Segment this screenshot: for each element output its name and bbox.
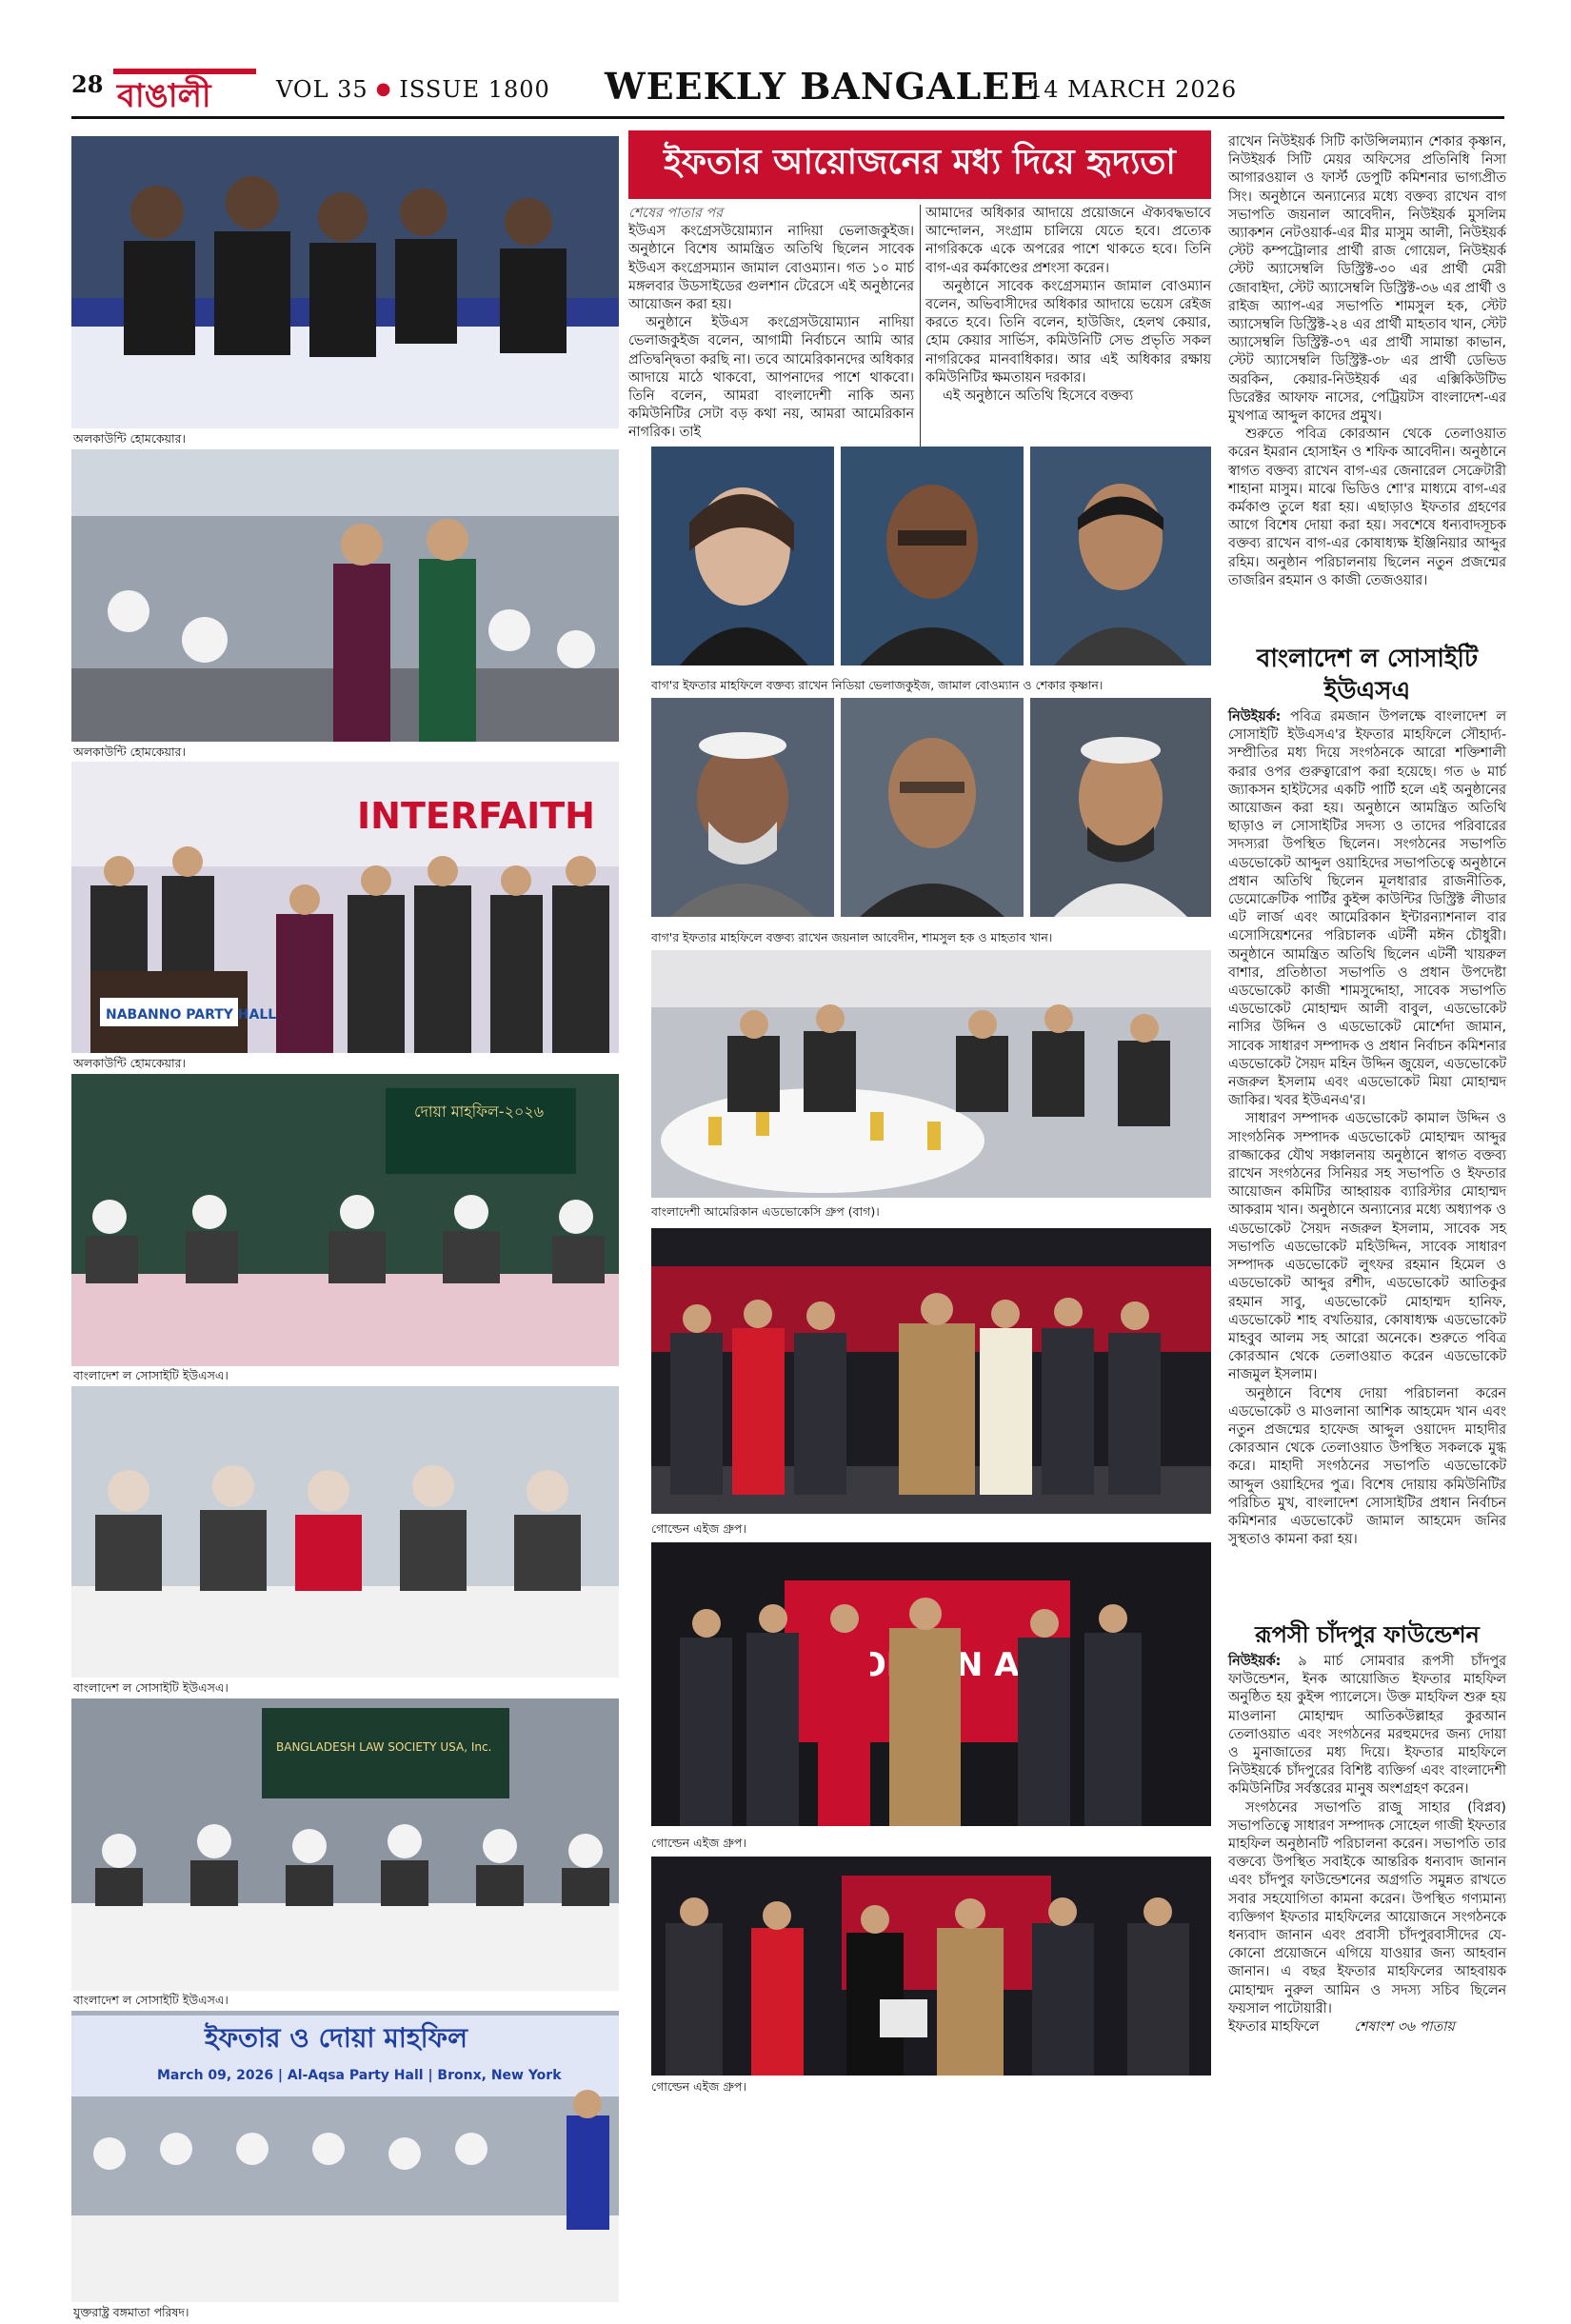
continued-on: শেষাংশ ৩৬ পাতায় <box>1354 2019 1455 2036</box>
photo-law-society-3 <box>71 1698 619 1991</box>
article-paragraph: সাধারণ সম্পাদক এডভোকেট কামাল উদ্দিন ও সাংগঠনিক সম্পাদক এডভোকেট মোহাম্মদ আব্দুর রাজ্জাকের যৌথ সঞ্চালনায় অনুষ্ঠানে স্বাগত বক্তব্য রাখেন সংগঠনের সিনিয়র সহ সভাপতি ও ইফতার আয়োজন কমিটির আহ্বায়ক ব্যারিস্টার মোহাম্মদ আকরাম খান। অনুষ্ঠানে অন্যান্যের মধ্যে অধ্যাপক ও এডভোকেট সৈয়দ নজরুল ইসলাম, সাবেক সহ সভাপতি এডভোকেট মহিউদ্দিন, সাবেক সাধারণ সম্পাদক এডভোকেট লুৎফর রহমান হিমেল ও এডভোকেট আব্দুর রশীদ, এডভোকেট আতিকুর রহমান সাবু, এডভোকেট মোহাম্মদ হানিফ, এডভোকেট শাহ বখতিয়ার, কোষাধ্যক্ষ এডভোকেট মাহবুব আলম সহ আরো অনেকে। শুরুতে পবিত্র কোরআন থেকে তেলাওয়াত করেন এডভোকেট নাজমুল ইসলাম। <box>1228 1111 1506 1383</box>
photo-speaker-krishnan <box>1030 447 1211 665</box>
photo-speaker-bowman <box>841 447 1024 665</box>
article-paragraph: এই অনুষ্ঠানে অতিথি হিসেবে বক্তব্য <box>943 388 1134 405</box>
rupashi-chandpur-heading: রূপসী চাঁদপুর ফাউন্ডেশন <box>1255 1621 1480 1648</box>
header-rule <box>71 116 1504 119</box>
photo-speaker-mahtab-khan <box>1030 698 1211 917</box>
banner-text: INTERFAITH <box>357 795 595 837</box>
law-society-heading: বাংলাদেশ ল সোসাইটি ইউএসএ <box>1256 645 1479 705</box>
photo-caption: অলকাউন্টি হোমকেয়ার। <box>73 1056 186 1070</box>
article-paragraph: ৯ মার্চ সোমবার রূপসী চাঁদপুর ফাউন্ডেশন, ইনক আয়োজিত ইফতার মাহফিল অনুষ্ঠিত হয় কুইন্স প্যালেসে। উক্ত মাহফিল শুরু হয় মাওলানা মোহাম্মদ আতিকউল্লাহর কুরআন তেলাওয়াত এবং সংগঠনের মরহুমদের জন্য দোয়া ও মুনাজাতের মধ্য দিয়ে। ইফতার মাহফিলে নিউইয়র্কে চাঁদপুরের বিশিষ্ট ব্যক্তির্গ এবং বাংলাদেশী কমিউনিটির সর্বস্তরের মানুষ অংশগ্রহণ করেন। <box>1228 1654 1506 1798</box>
article-paragraph: ইউএস কংগ্রেসউয়োম্যান নাদিয়া ভেলাজকুইজ। অনুষ্ঠানে বিশেষ আমন্ত্রিত অতিথি ছিলেন সাবেক ইউএস কংগ্রেসম্যান জামাল বোওম্যান। গত ১০ মার্চ মঙ্গলবার উডসাইডের গুলশান টেরেসে এই অনুষ্ঠানের আয়োজন করা হয়। <box>628 224 914 313</box>
rupashi-column <box>1228 1653 1506 2100</box>
law-society-column <box>1228 708 1506 1665</box>
photo-caption: অলকাউন্টি হোমকেয়ার। <box>73 745 186 759</box>
article-paragraph: অনুষ্ঠানে সাবেক কংগ্রেসম্যান জামাল বোওম্যান বলেন, অভিবাসীদের অধিকার আদায়ে ভয়েস রেইজ করতে হবে। তিনি বলেন, হাউজিং, হেলথ কেয়ার, হোম কেয়ার সার্ভিস, কমিউনিটি সেভ প্রভৃতি সকল নাগরিকের মানবাধিকার। আর এই অধিকার রক্ষায় কমিউনিটির ক্ষমতায়ন দরকার। <box>925 278 1211 386</box>
publication-name: WEEKLY BANGALEE <box>605 65 1040 108</box>
photo-caption: বাংলাদেশ ল সোসাইটি ইউএসএ। <box>73 1993 229 2007</box>
logo-text: বাঙালী <box>117 77 211 115</box>
photo-law-society-2 <box>71 1386 619 1678</box>
continued-from: শেষের পাতার পর <box>628 206 723 221</box>
photo-caption: বাংলাদেশ ল সোসাইটি ইউএসএ। <box>73 1680 229 1695</box>
banner-text: দোয়া মাহফিল-২০২৬ <box>414 1102 545 1121</box>
article-paragraph: পবিত্র রমজান উপলক্ষে বাংলাদেশ ল সোসাইটি ইউএসএ'র ইফতার মাহফিলে সৌহার্দ্য-সম্প্রীতির মধ্য দিয়ে সংগঠনকে আরো শক্তিশালী করার ওপর গুরুত্বারোপ করা হয়েছে। গত ৬ মার্চ জ্যাকসন হাইটসের একটি পার্টি হলে এই অনুষ্ঠানের আয়োজন করা হয়। অনুষ্ঠানে আমন্ত্রিত অতিথি ছাড়াও ল সোসাইটির সদস্য ও তাদের পরিবারের সদস্যরা উপস্থিত ছিলেন। সংগঠনের সভাপতি এডভোকেট আব্দুল ওয়াহিদের সভাপতিত্বে অনুষ্ঠানে প্রধান অতিথি ছিলেন মূলধারার রাজনীতিক, ডেমোক্রেটিক পার্টির কুইন্স কাউন্টির ডিস্ট্রিক্ট লীডার এট লার্জ এবং আমেরিকান ইন্টারন্যাশনাল বার এসোসিয়েশনের পরিচালক এটর্নী মঈন চৌধুরী। অনুষ্ঠানে আমন্ত্রিত অতিথি ছিলেন এটর্নী খায়রুল বাশার, প্রতিষ্ঠাতা সভাপতি ও প্রধান উপদেষ্টা এডভোকেট কাজী শামসুদ্দোহা, সাবেক সভাপতি এডভোকেট মোহাম্মদ আলী বাবুল, এডভোকেট নাসির উদ্দিন ও এডভোকেট মোর্শেদা জামান, সাবেক সাধারণ সম্পাদক ও প্রধান নির্বাচন কমিশনার এডভোকেট সৈয়দ মহিন উদ্দিন জুয়েল, এডভোকেট নজরুল ইসলাম এবং এডভোকেট মিয়া মোহাম্মদ জাকির। খবর ইউএনএ'র। <box>1228 709 1507 1109</box>
page-header <box>71 65 1504 114</box>
photo-homecare-stage <box>71 762 619 1053</box>
dateline: নিউইয়র্ক: <box>1228 709 1282 725</box>
issue-date: 14 MARCH 2026 <box>1028 76 1238 103</box>
sign-text: NABANNO PARTY HALL <box>106 1007 277 1023</box>
article-last-line: ইফতার মাহফিলে <box>1228 2019 1320 2036</box>
photo-golden-age-3 <box>651 1857 1211 2076</box>
photo-law-society-1 <box>71 1074 619 1366</box>
issue-info: VOL 35 ● ISSUE 1800 <box>276 76 550 103</box>
issue-number: ISSUE 1800 <box>399 76 550 103</box>
photo-bag-event-hall <box>651 950 1211 1198</box>
volume: VOL 35 <box>276 76 368 103</box>
article-column-3 <box>1228 133 1506 640</box>
banner-title: ইফতার ও দোয়া মাহফিল <box>205 2022 467 2054</box>
photo-homecare-hall <box>71 449 619 742</box>
photo-bangamata-parishad <box>71 2011 619 2302</box>
photo-caption: গোল্ডেন এইজ গ্রুপ। <box>651 1836 746 1850</box>
article-paragraph: অনুষ্ঠানে ইউএস কংগ্রেসউয়োম্যান নাদিয়া ভেলাজকুইজ বলেন, আগামী নির্বাচনে আমি আর প্রতিদ্বন্দ্বিতা করছি না। তবে আমেরিকানদের অধিকার আদায়ে মাঠে থাকবো, আপনাদের পাশে থাকবো। তিনি বলেন, আমরা বাংলাদেশী নাকি অন্য কমিউনিটির সেটা বড় কথা নয়, আমরা আমেরিকান নাগরিক। তাই <box>628 315 914 441</box>
photo-caption: বাগ'র ইফতার মাহফিলে বক্তব্য রাখেন জয়নাল আবেদীন, শামসুল হক ও মাহতাব খান। <box>651 930 1053 944</box>
masthead-logo <box>113 65 294 115</box>
article-paragraph: রাখেন নিউইয়র্ক সিটি কাউন্সিলম্যান শেকার কৃষ্ণান, নিউইয়র্ক সিটি মেয়র অফিসের প্রতিনিধি নিসা আগারওয়াল ও ফার্স্ট ডেপুটি কমিশনার ভাগ্যপ্রীত সিং। অনুষ্ঠানে অন্যান্যের মধ্যে বক্তব্য রাখেন বাগ সভাপতি জয়নাল আবেদীন, নিউইয়র্ক মুসলিম অ্যাকশন নেটওয়ার্ক-এর মীর মাসুম আলী, নিউইয়র্ক স্টেট কম্পট্রোলার প্রার্থী রাজ গোয়েল, নিউইয়র্ক স্টেট অ্যাসেম্বলি ডিস্ট্রিক্ট-৩০ এর প্রার্থী মেরী জোবাইদা, স্টেট অ্যাসেম্বলি ডিস্ট্রিক্ট-৩৬ এর প্রার্থী ও রাইজ অ্যাপ-এর সভাপতি শামসুল হক, স্টেট অ্যাসেম্বলি ডিস্ট্রিক্ট-২৪ এর প্রার্থী মাহতাব খান, স্টেট অ্যাসেম্বলি ডিস্ট্রিক্ট-৩৭ এর প্রার্থী সামান্তা কাভান, স্টেট অ্যাসেম্বলি ডিস্ট্রিক্ট-৩৮ এর প্রার্থী ডেভিড অরকিন, কেয়ার-নিউইয়র্ক এর এক্সিকিউটিভ ডিরেক্টর আফাফ নাসের, পেট্রিয়টস বাংলাদেশ-এর মুখপাত্র আব্দুল কাদের প্রমুখ। <box>1228 134 1506 425</box>
article-paragraph: শুরুতে পবিত্র কোরআন থেকে তেলাওয়াত করেন ইমরান হোসাইন ও শফিক আবেদীন। অনুষ্ঠানে স্বাগত বক্তব্য রাখেন বাগ-এর জেনারেল সেক্রেটারী শাহানা মাসুম। মাঝে ভিডিও শো'র মাধ্যমে বাগ-এর কর্মকাণ্ড তুলে ধরা হয়। এছাড়াও ইফতার গ্রহণের আগে বিশেষ দোয়া করা হয়। সবশেষে ধন্যবাদসূচক বক্তব্য রাখেন বাগ-এর কোষাধ্যক্ষ ইঞ্জিনিয়ার আব্দুর রহিম। অনুষ্ঠান পরিচালনায় ছিলেন নতুন প্রজন্মের তাজরিন রহমান ও কাজী তেজওয়ার। <box>1228 427 1506 588</box>
photo-homecare-prayer <box>71 136 619 428</box>
banner-subtitle: March 09, 2026 | Al-Aqsa Party Hall | Bronx, New York <box>157 2068 562 2083</box>
photo-caption: যুক্তরাষ্ট্র বঙ্গমাতা পরিষদ। <box>73 2305 189 2319</box>
photo-golden-age-2 <box>651 1542 1211 1826</box>
page-number: 28 <box>71 70 104 98</box>
photo-caption: বাগ'র ইফতার মাহফিলে বক্তব্য রাখেন নিডিয়া ভেলাজকুইজ, জামাল বোওম্যান ও শেকার কৃষ্ণান। <box>651 678 1104 692</box>
banner-text: BANGLADESH LAW SOCIETY USA, Inc. <box>276 1740 492 1754</box>
photo-speaker-abedin <box>651 698 834 917</box>
article-paragraph: সংগঠনের সভাপতি রাজু সাহার (বিপ্লব) সভাপতিত্বে সাধারণ সম্পাদক সোহেল গাজী ইফতার মাহফিল অনুষ্ঠানটি পরিচালনা করেন। সভাপতি তার বক্তব্যে উপস্থিত সবাইকে আন্তরিক ধন্যবাদ জানান এবং চাঁদপুর ফাউন্ডেশনের অগ্রগতি সমুন্নত রাখতে সবার সহযোগিতা কামনা করেন। উপস্থিত গণ্যমান্য ব্যক্তিগণ ইফতার মাহফিলের আয়োজনে সংগঠনকে ধন্যবাদ জানান এবং প্রবাসী চাঁদপুরবাসীদের যে-কোনো প্রয়োজনে এগিয়ে যাওয়ার জন্য আহবান জানান। এ বছর ইফতার মাহফিলের আহবায়ক মোহাম্মদ নুরুল আমিন ও সদস্য সচিব ছিলেন ফয়সাল পাটোয়ারী। <box>1228 1799 1506 2016</box>
article-paragraph: আমাদের অধিকার আদায়ে প্রয়োজনে ঐক্যবদ্ধভাবে আন্দোলন, সংগ্রাম চালিয়ে যেতে হবে। প্রত্যেক নাগরিককে একে অপরের পাশে থাকতে হবে। তিনি বাগ-এর কর্মকাণ্ডের প্রশংসা করেন। <box>925 206 1211 276</box>
article-headline: ইফতার আয়োজনের মধ্য দিয়ে হৃদ্যতা <box>628 130 1211 199</box>
photo-caption: বাংলাদেশ ল সোসাইটি ইউএসএ। <box>73 1368 229 1382</box>
photo-golden-age-1 <box>651 1228 1211 1514</box>
photo-speaker-shamsul-haque <box>841 698 1024 917</box>
photo-caption: অলকাউন্টি হোমকেয়ার। <box>73 431 186 446</box>
photo-speaker-velazquez <box>651 447 834 665</box>
photo-caption: গোল্ডেন এইজ গ্রুপ। <box>651 1521 746 1536</box>
article-paragraph: অনুষ্ঠানে বিশেষ দোয়া পরিচালনা করেন এডভোকেট ও মাওলানা আশিক আহমেদ খান এবং নতুন প্রজন্মের হাফেজ আব্দুল ওয়াদেদ মাহাদীর কোরআন থেকে তেলাওয়াত উপস্থিত সকলকে মুগ্ধ করে। মাহাদী সংগঠনের সভাপতি এডভোকেট আব্দুল ওয়াহিদের পুত্র। বিশেষ দোয়ায় কমিউনিটির পরিচিত মুখ, বাংলাদেশ সোসাইটির প্রধান নির্বাচন কমিশনার এডভোকেট জামাল আহমেদ জনির সুস্থতাও কামনা করা হয়। <box>1228 1385 1506 1548</box>
photo-caption: বাংলাদেশী আমেরিকান এডভোকেসি গ্রুপ (বাগ)। <box>651 1204 880 1219</box>
dateline: নিউইয়র্ক: <box>1228 1654 1282 1669</box>
photo-caption: গোল্ডেন এইজ গ্রুপ। <box>651 2079 746 2094</box>
